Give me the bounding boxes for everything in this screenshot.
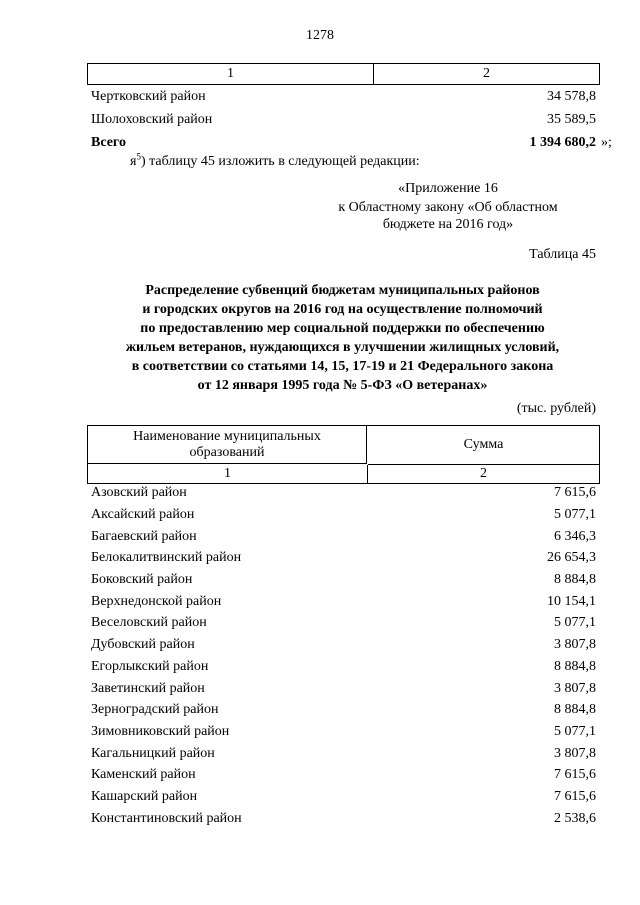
table-row <box>91 572 596 592</box>
header-num2: 2 <box>480 466 487 481</box>
row-name: Кашарский район <box>91 789 198 804</box>
table-row <box>91 702 596 722</box>
row-value: 3 807,8 <box>554 681 596 696</box>
row-name: Константиновский район <box>91 811 242 826</box>
row-value: 8 884,8 <box>554 572 596 587</box>
table-row <box>91 681 596 701</box>
table-row <box>91 112 596 132</box>
table-row <box>91 724 596 744</box>
table-row <box>91 659 596 679</box>
row-name: Кагальницкий район <box>91 746 215 761</box>
row-value: 7 615,6 <box>554 767 596 782</box>
title-line: и городских округов на 2016 год на осуществление полномочий <box>142 302 543 317</box>
appendix-line3: бюджете на 2016 год» <box>382 217 514 232</box>
top-table-col2: 2 <box>483 66 490 81</box>
row-name: Зерноградский район <box>91 702 219 717</box>
title-line: в соответствии со статьями 14, 15, 17-19 и 21 Федерального закона <box>131 359 554 374</box>
appendix-line1: «Приложение 16 <box>398 181 498 196</box>
row-name: Багаевский район <box>91 529 197 544</box>
row-value: 5 077,1 <box>554 507 596 522</box>
row-value: 5 077,1 <box>554 724 596 739</box>
total-label: Всего <box>91 135 126 150</box>
header-name-line2: образований <box>189 445 265 460</box>
table-row <box>91 789 596 809</box>
row-value: 8 884,8 <box>554 702 596 717</box>
table-number: Таблица 45 <box>529 247 596 262</box>
title-line: жильем ветеранов, нуждающихся в улучшении жилищных условий, <box>125 340 560 355</box>
row-value: 26 654,3 <box>547 550 596 565</box>
title-line: от 12 января 1995 года № 5-ФЗ «О ветеранах» <box>197 378 488 393</box>
row-name: Дубовский район <box>91 637 195 652</box>
table-row <box>91 746 596 766</box>
row-value: 5 077,1 <box>554 615 596 630</box>
table-row <box>91 615 596 635</box>
row-value: 35 589,5 <box>547 112 596 127</box>
row-value: 3 807,8 <box>554 746 596 761</box>
main-table-header <box>87 425 600 484</box>
row-name: Шолоховский район <box>91 112 213 127</box>
row-name: Зимовниковский район <box>91 724 230 739</box>
row-value: 7 615,6 <box>554 485 596 500</box>
row-name: Белокалитвинский район <box>91 550 242 565</box>
table-row <box>91 507 596 527</box>
instruction-sup: 5 <box>136 151 141 162</box>
document-title <box>90 281 595 395</box>
header-name-line1: Наименование муниципальных <box>133 429 321 444</box>
instruction-body: ) таблицу 45 изложить в следующей редакции: <box>140 154 420 169</box>
header-sum: Сумма <box>368 426 599 465</box>
row-value: 34 578,8 <box>547 89 596 104</box>
table-row <box>91 767 596 787</box>
table-row <box>91 529 596 549</box>
units-label: (тыс. рублей) <box>516 401 596 416</box>
total-tail: »; <box>601 135 612 150</box>
row-name: Каменский район <box>91 767 196 782</box>
row-name: Боковский район <box>91 572 193 587</box>
table-row <box>91 811 596 831</box>
top-table-header <box>87 63 600 85</box>
row-value: 6 346,3 <box>554 529 596 544</box>
row-name: Заветинский район <box>91 681 205 696</box>
instruction-prefix: я <box>130 154 137 169</box>
title-line: по предоставлению мер социальной поддержки по обеспечению <box>140 321 545 336</box>
total-row <box>91 135 596 155</box>
row-value: 8 884,8 <box>554 659 596 674</box>
row-name: Аксайский район <box>91 507 195 522</box>
table-row <box>91 485 596 505</box>
table-row <box>91 594 596 614</box>
table-row <box>91 550 596 570</box>
row-name: Веселовский район <box>91 615 207 630</box>
row-name: Чертковский район <box>91 89 206 104</box>
row-value: 7 615,6 <box>554 789 596 804</box>
top-table-col1: 1 <box>88 64 374 84</box>
row-name: Верхнедонской район <box>91 594 222 609</box>
row-value: 3 807,8 <box>554 637 596 652</box>
row-value: 10 154,1 <box>547 594 596 609</box>
total-value: 1 394 680,2 <box>529 135 596 150</box>
table-row <box>91 637 596 657</box>
row-value: 2 538,6 <box>554 811 596 826</box>
row-name: Азовский район <box>91 485 187 500</box>
header-name <box>88 426 367 464</box>
row-name: Егорлыкский район <box>91 659 209 674</box>
instruction-text <box>130 151 420 170</box>
appendix-line2: к Областному закону «Об областном <box>338 200 558 215</box>
header-num1: 1 <box>88 465 368 483</box>
title-line: Распределение субвенций бюджетам муниципальных районов <box>145 283 540 298</box>
page-number: 1278 <box>306 28 334 43</box>
table-row <box>91 89 596 109</box>
